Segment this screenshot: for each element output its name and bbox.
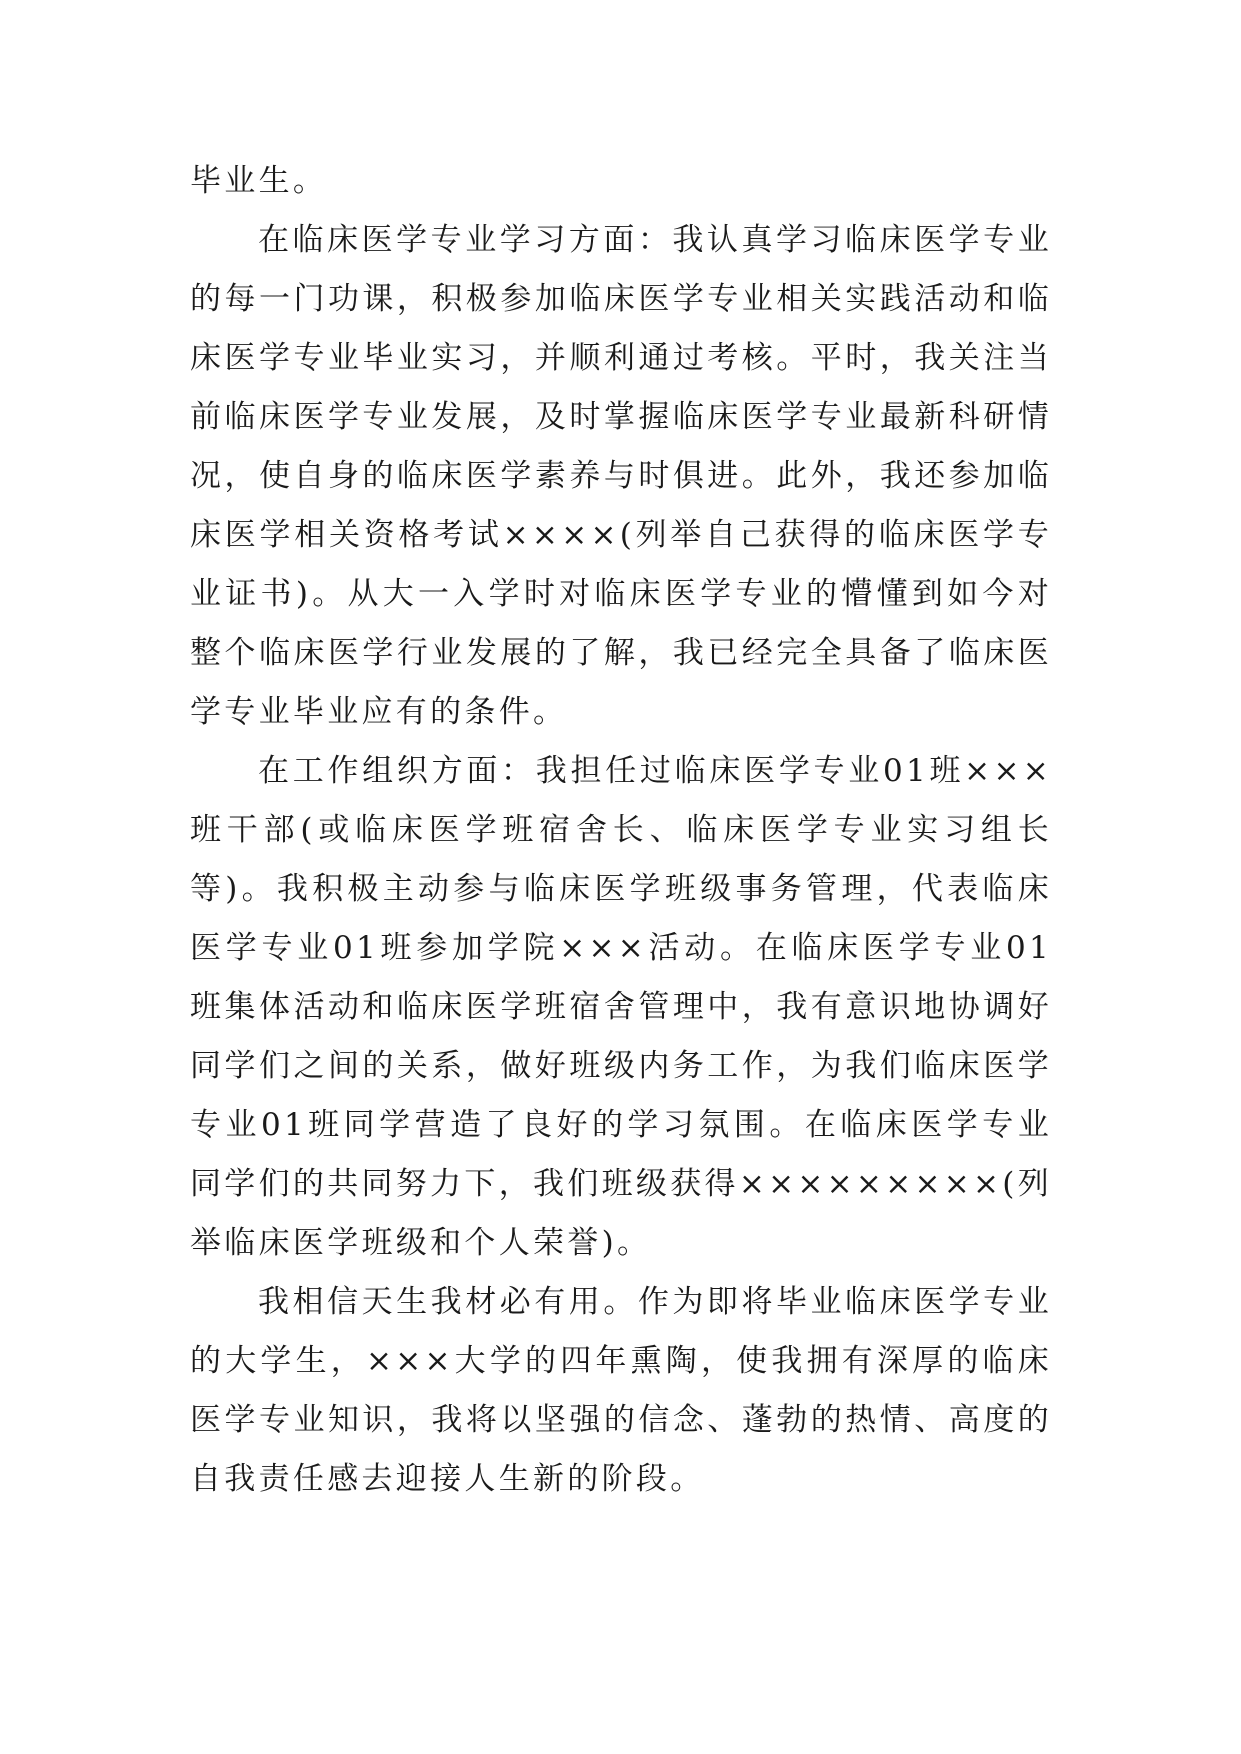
paragraph-continuation: 毕业生。 xyxy=(190,163,328,199)
paragraph-work-organization: 在工作组织方面：我担任过临床医学专业01班×××班干部(或临床医学班宿舍长、临床医学专业实习组长等)。我积极主动参与临床医学班级事务管理，代表临床医学专业01班参加学院×××活动。在临床医学专业01班集体活动和临床医学班宿舍管理中，我有意识地协调好同学们之间的关系，做好班级内务工作，为我们临床医学专业01班同学营造了良好的学习氛围。在临床医学专业同学们的共同努力下，我们班级获得×××××××××(列举临床医学班级和个人荣誉)。 xyxy=(190,753,1052,1261)
paragraph-study: 在临床医学专业学习方面：我认真学习临床医学专业的每一门功课，积极参加临床医学专业相关实践活动和临床医学专业毕业实习，并顺利通过考核。平时，我关注当前临床医学专业发展，及时掌握临床医学专业最新科研情况，使自身的临床医学素养与时俱进。此外，我还参加临床医学相关资格考试××××(列举自己获得的临床医学专业证书)。从大一入学时对临床医学专业的懵懂到如今对整个临床医学行业发展的了解，我已经完全具备了临床医学专业毕业应有的条件。 xyxy=(190,222,1052,730)
paragraph-conclusion: 我相信天生我材必有用。作为即将毕业临床医学专业的大学生，×××大学的四年熏陶，使我拥有深厚的临床医学专业知识，我将以坚强的信念、蓬勃的热情、高度的自我责任感去迎接人生新的阶段。 xyxy=(190,1284,1052,1497)
document-body xyxy=(190,152,1052,1509)
